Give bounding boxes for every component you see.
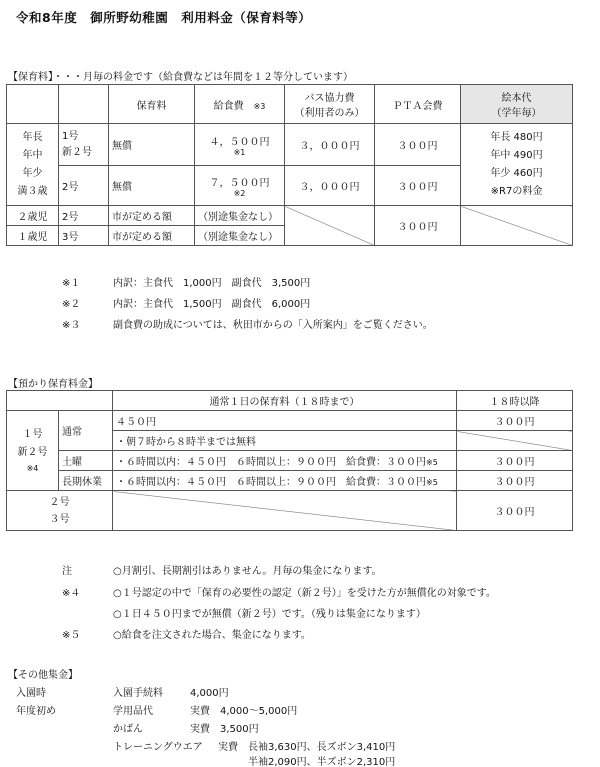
care-sat-after: ３００円 bbox=[457, 451, 573, 471]
row1-bus: ３，０００円 bbox=[285, 124, 375, 166]
care-note-mark: ※５ bbox=[62, 630, 81, 641]
other-entry-item: 入園手続料 bbox=[113, 688, 163, 699]
header-bus: バス協力費 （利用者のみ） bbox=[285, 85, 375, 124]
other-entry-amount: 4,000円 bbox=[190, 688, 229, 699]
header-blank-1 bbox=[7, 85, 59, 124]
row4-kind: 3号 bbox=[59, 226, 109, 246]
other-heading: 【その他集金】 bbox=[8, 670, 78, 681]
care-note-text: ○１号認定の中で「保育の必要性の認定（新２号）」を受けた方が無償化の対象です。 bbox=[113, 588, 496, 599]
care-header-blank bbox=[7, 391, 113, 411]
header-hoikuryo: 保育料 bbox=[109, 85, 195, 124]
care-long-label: 長期休業 bbox=[59, 471, 113, 491]
row4-fee: 市が定める額 bbox=[109, 226, 195, 246]
row1-fee: 無償 bbox=[109, 124, 195, 166]
row3-kind: 2号 bbox=[59, 206, 109, 226]
care-group1: １号 新２号 ※4 bbox=[7, 411, 59, 491]
other-year-label: 年度初め bbox=[16, 706, 56, 717]
row2-bus: ３，０００円 bbox=[285, 166, 375, 206]
other-item-detail: 実費 4,000～5,000円 bbox=[190, 706, 298, 717]
care-group2-na bbox=[113, 491, 457, 531]
other-item-detail: 実費 3,500円 bbox=[190, 724, 259, 735]
row2-fee: 無償 bbox=[109, 166, 195, 206]
row4-lunch: （別途集金なし） bbox=[195, 226, 285, 246]
care-note-mark: ※４ bbox=[62, 588, 81, 599]
fee-note-mark: ※１ bbox=[62, 278, 81, 289]
row2-lunch: ７，５００円 ※2 bbox=[195, 166, 285, 206]
other-item-name: トレーニングウエア bbox=[113, 742, 203, 753]
care-header-main: 通常１日の保育料（１８時まで） bbox=[113, 391, 457, 411]
page-title: 令和8年度 御所野幼稚園 利用料金（保育料等） bbox=[16, 10, 312, 25]
fee-note-mark: ※２ bbox=[62, 299, 81, 310]
ehon-na-cell bbox=[461, 206, 573, 246]
care-note-mark: 注 bbox=[62, 566, 72, 577]
header-ehon: 絵本代 （学年毎） bbox=[461, 85, 573, 124]
row1-pta: ３００円 bbox=[375, 124, 461, 166]
care-group2-after: ３００円 bbox=[457, 491, 573, 531]
other-training-line2: 半袖2,090円、半ズボン2,310円 bbox=[248, 757, 396, 767]
care-note-text: ○月割引、長期割引はありません。月毎の集金になります。 bbox=[113, 566, 382, 577]
header-kyushoku: 給食費 ※3 bbox=[195, 85, 285, 124]
small-pta: ３００円 bbox=[375, 206, 461, 246]
other-item-detail: 実費 長袖3,630円、長ズボン3,410円 bbox=[218, 742, 396, 753]
fee-note-text: 内訳：主食代 1,500円 副食代 6,000円 bbox=[113, 299, 311, 310]
row1-lunch: ４，５００円 ※1 bbox=[195, 124, 285, 166]
care-sat-label: 土曜 bbox=[59, 451, 113, 471]
row4-age: １歳児 bbox=[7, 226, 59, 246]
care-morning-na bbox=[457, 431, 573, 451]
care-long-fee: ・６時間以内：４５０円 ６時間以上：９００円 給食費：３００円※5 bbox=[113, 471, 457, 491]
header-blank-2 bbox=[59, 85, 109, 124]
care-group2: ２号 ３号 bbox=[7, 491, 113, 531]
other-entry-label: 入園時 bbox=[16, 688, 46, 699]
fee-note-text: 内訳：主食代 1,000円 副食代 3,500円 bbox=[113, 278, 311, 289]
care-morning-note: ・朝７時から８時半までは無料 bbox=[113, 431, 457, 451]
row2-pta: ３００円 bbox=[375, 166, 461, 206]
care-normal-fee: ４５０円 bbox=[113, 411, 457, 431]
care-normal-label: 通常 bbox=[59, 411, 113, 451]
row3-age: ２歳児 bbox=[7, 206, 59, 226]
care-sat-fee: ・６時間以内：４５０円 ６時間以上：９００円 給食費：３００円※5 bbox=[113, 451, 457, 471]
row2-kind: 2号 bbox=[59, 166, 109, 206]
other-item-name: 学用品代 bbox=[113, 706, 153, 717]
care-note-text: ○１日４５０円までが無償（新２号）です。（残りは集金になります） bbox=[113, 609, 426, 620]
age-groups-cell: 年長 年中 年少 満３歳 bbox=[7, 124, 59, 206]
fees-heading: 【保育料】・・・月毎の料金です（給食費などは年間を１２等分しています） bbox=[8, 72, 353, 83]
header-pta: ＰＴＡ会費 bbox=[375, 85, 461, 124]
care-header-after: １８時以降 bbox=[457, 391, 573, 411]
row1-kind: 1号 新２号 bbox=[59, 124, 109, 166]
row3-lunch: （別途集金なし） bbox=[195, 206, 285, 226]
fees-table bbox=[6, 84, 573, 246]
other-item-name: かばん bbox=[113, 724, 143, 735]
care-heading: 【預かり保育料金】 bbox=[8, 379, 98, 390]
bus-na-cell bbox=[285, 206, 375, 246]
fee-note-text: 副食費の助成については、秋田市からの「入所案内」をご覧ください。 bbox=[113, 320, 433, 331]
care-table bbox=[6, 390, 573, 531]
fee-note-mark: ※３ bbox=[62, 320, 81, 331]
care-normal-after: ３００円 bbox=[457, 411, 573, 431]
row3-fee: 市が定める額 bbox=[109, 206, 195, 226]
ehon-cell: 年長 480円 年中 490円 年少 460円 ※R7の料金 bbox=[461, 124, 573, 206]
care-note-text: ○給食を注文された場合、集金になります。 bbox=[113, 630, 311, 641]
care-long-after: ３００円 bbox=[457, 471, 573, 491]
